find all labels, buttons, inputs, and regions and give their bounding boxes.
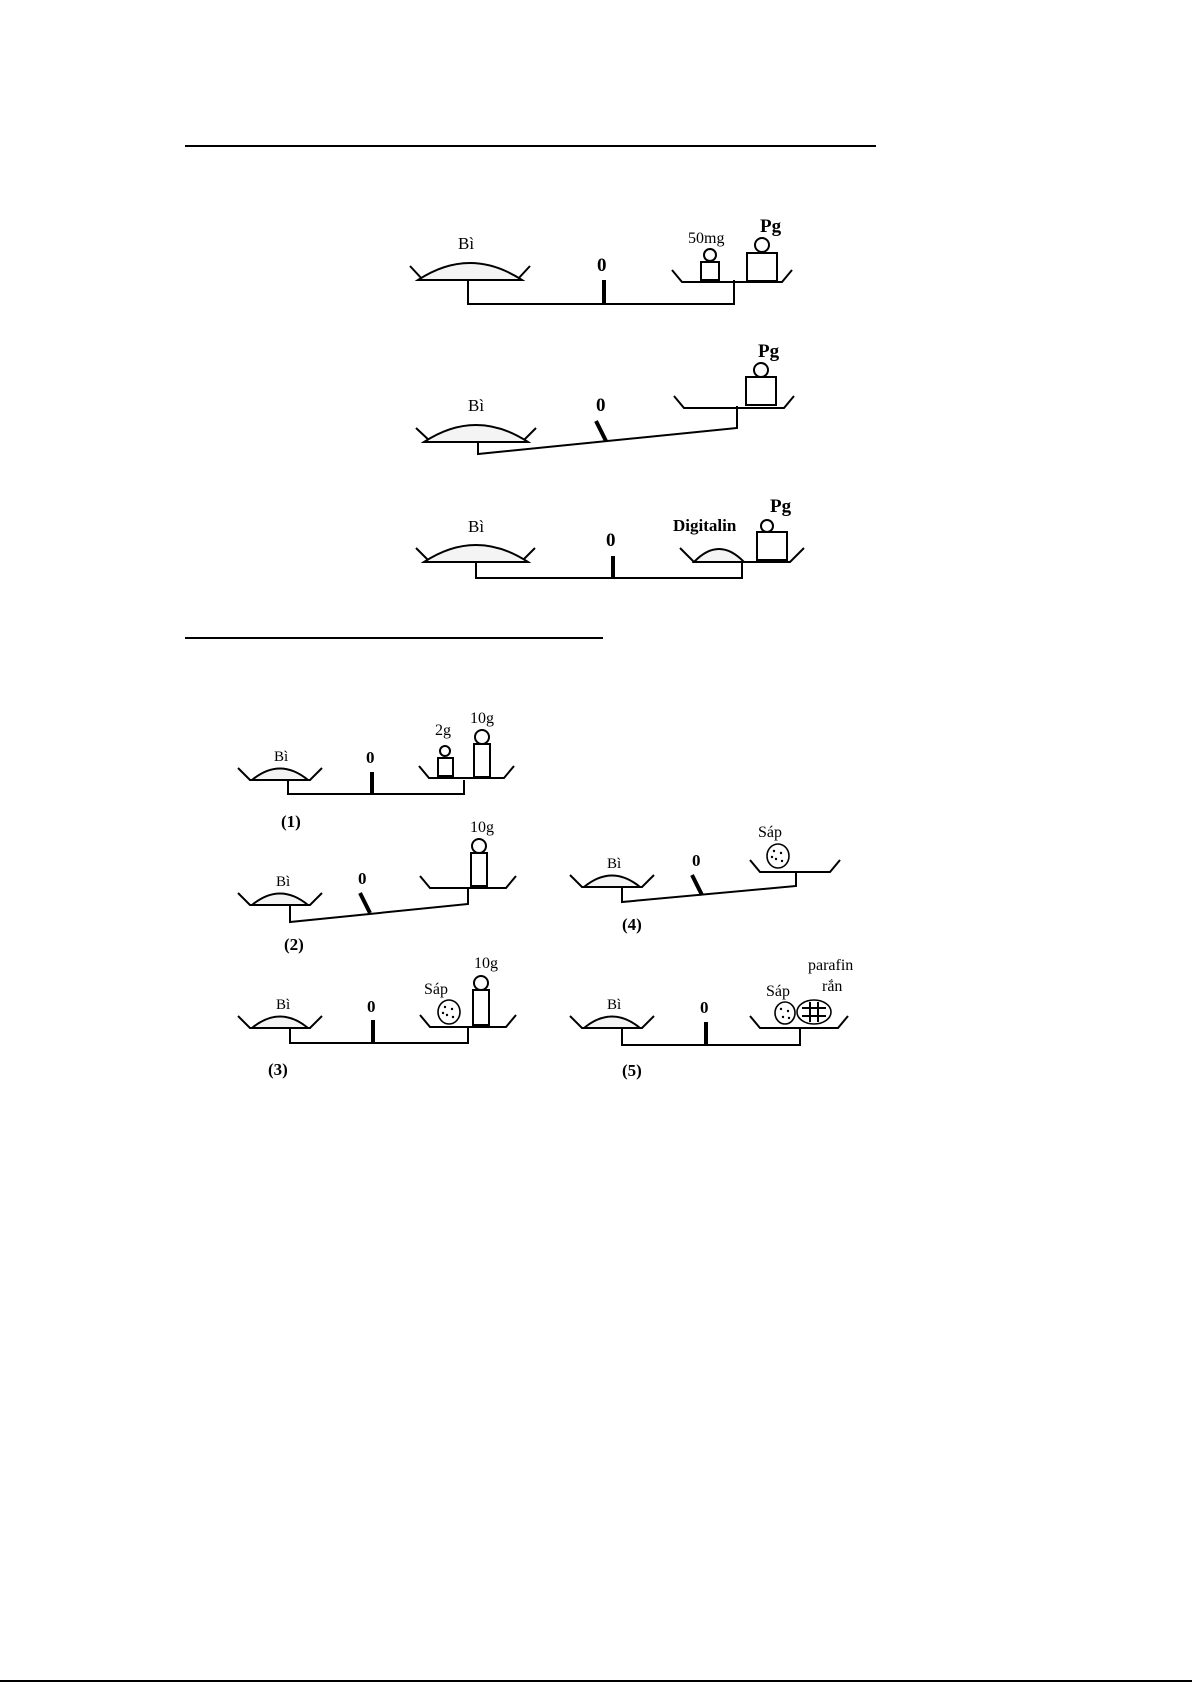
digitalin-label: Digitalin — [673, 516, 737, 535]
balance-2-5 — [570, 957, 853, 1080]
right-pan — [674, 341, 794, 408]
paraffin-label-line1: parafin — [808, 957, 854, 974]
tare-label: Bì — [607, 997, 622, 1013]
weight-pg — [746, 377, 776, 405]
weight-pg-label: Pg — [760, 216, 782, 237]
tare-label: Bì — [276, 997, 291, 1013]
beam — [468, 280, 734, 304]
figure-number: (2) — [284, 935, 304, 954]
balance-2-2 — [238, 819, 516, 954]
tare-pile — [424, 425, 528, 442]
tare-label: Bì — [274, 749, 289, 765]
beam — [622, 872, 796, 902]
zero-mark: 0 — [692, 851, 701, 870]
right-pan — [750, 957, 853, 1028]
left-pan — [238, 874, 322, 905]
balance-2-3 — [238, 955, 516, 1079]
tare-label: Bì — [458, 234, 475, 253]
weight-pg — [747, 253, 777, 281]
wax-label: Sáp — [758, 824, 782, 841]
zero-mark: 0 — [597, 255, 607, 276]
weight-50mg — [701, 262, 719, 280]
weight-50mg-label: 50mg — [688, 230, 725, 247]
left-pan — [416, 396, 536, 442]
zero-mark: 0 — [596, 395, 606, 416]
left-pan — [410, 234, 530, 280]
weight-pg-label: Pg — [770, 496, 792, 517]
balance-1b — [416, 341, 794, 454]
figure-number: (1) — [281, 812, 301, 831]
zero-mark: 0 — [366, 748, 375, 767]
pointer — [360, 893, 370, 913]
weight-2g-label: 2g — [435, 722, 451, 739]
weight-pg-label: Pg — [758, 341, 780, 362]
wax-lump — [767, 844, 789, 868]
tare-label: Bì — [468, 396, 485, 415]
wax-lump — [438, 1000, 460, 1024]
weight-10g-label: 10g — [470, 819, 494, 836]
tare-pile — [584, 1017, 640, 1029]
weight-10g-label: 10g — [470, 710, 494, 727]
right-pan — [673, 496, 804, 562]
right-pan — [672, 216, 792, 282]
tare-pile — [252, 769, 308, 781]
balance-1a — [410, 216, 792, 304]
weight-pg — [757, 532, 787, 560]
paraffin-lump — [797, 1000, 831, 1024]
tare-label: Bì — [468, 517, 485, 536]
paraffin-label-line2: rắn — [822, 978, 843, 995]
figure-number: (4) — [622, 915, 642, 934]
left-pan — [570, 997, 654, 1028]
left-pan — [570, 856, 654, 887]
left-pan — [238, 997, 322, 1028]
tare-pile — [424, 545, 528, 562]
weight-10g — [471, 853, 487, 886]
left-pan — [238, 749, 322, 780]
zero-mark: 0 — [358, 869, 367, 888]
left-pan — [416, 517, 535, 562]
wax-lump — [775, 1002, 795, 1024]
pointer — [596, 421, 606, 441]
beam — [622, 1028, 800, 1045]
balance-2-4 — [570, 824, 840, 934]
digitalin-pile — [694, 549, 744, 562]
wax-label: Sáp — [424, 981, 448, 998]
pointer — [692, 875, 702, 895]
beam — [478, 406, 737, 454]
tare-pile — [252, 1017, 308, 1029]
figure-number: (5) — [622, 1061, 642, 1080]
tare-pile — [584, 876, 640, 888]
weight-10g — [474, 744, 490, 777]
tare-label: Bì — [607, 856, 622, 872]
tare-pile — [418, 263, 522, 280]
zero-mark: 0 — [700, 998, 709, 1017]
zero-mark: 0 — [606, 530, 616, 551]
right-pan — [420, 955, 516, 1027]
tare-label: Bì — [276, 874, 291, 890]
wax-label: Sáp — [766, 983, 790, 1000]
beam — [476, 562, 742, 578]
balance-1c — [416, 496, 804, 578]
beam — [288, 780, 464, 794]
figure-number: (3) — [268, 1060, 288, 1079]
tare-pile — [252, 894, 308, 906]
zero-mark: 0 — [367, 997, 376, 1016]
right-pan — [750, 824, 840, 872]
weight-2g — [438, 758, 453, 776]
weight-10g — [473, 990, 489, 1025]
right-pan — [420, 819, 516, 888]
beam — [290, 888, 468, 922]
beam — [290, 1028, 468, 1043]
weight-10g-label: 10g — [474, 955, 498, 972]
balance-2-1 — [238, 710, 514, 831]
right-pan — [419, 710, 514, 778]
